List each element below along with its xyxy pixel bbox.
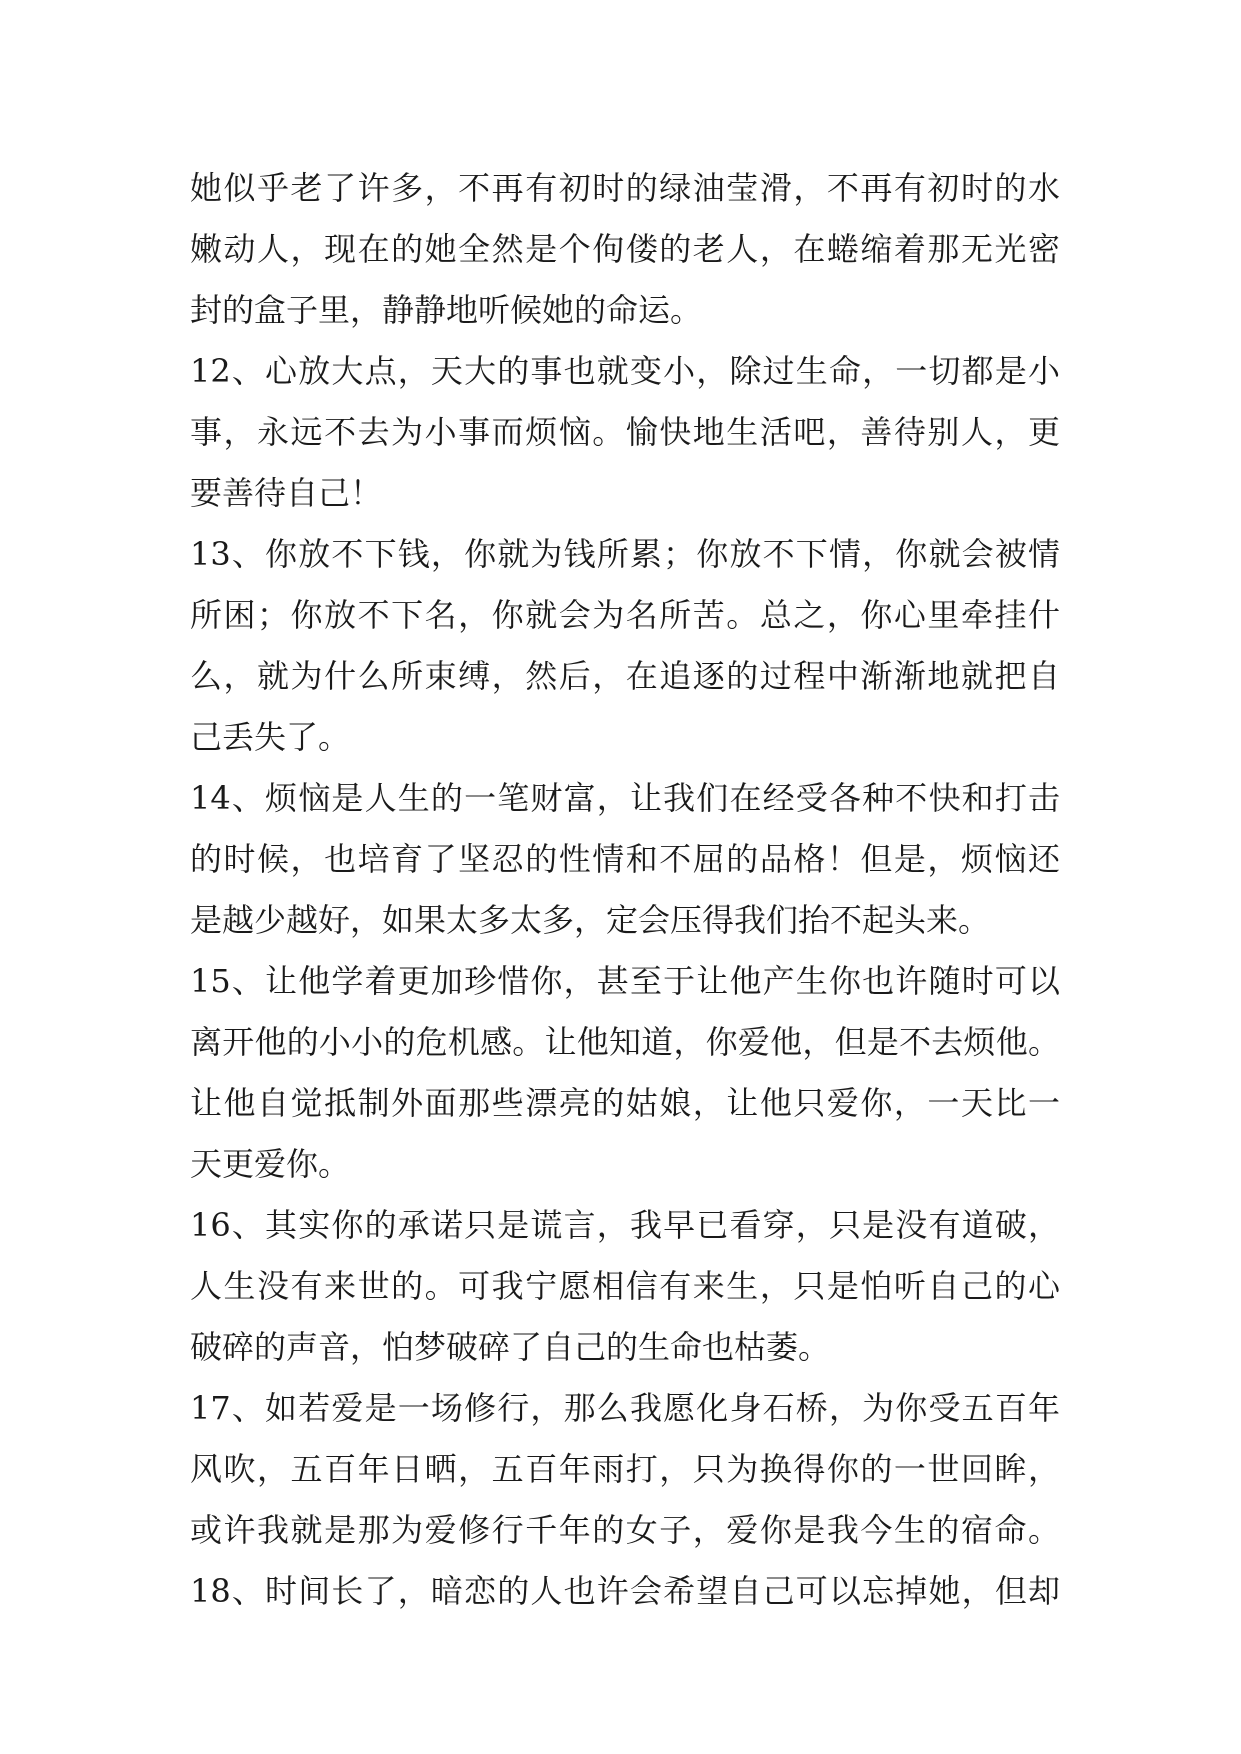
text-line: 16、其实你的承诺只是谎言，我早已看穿，只是没有道破， xyxy=(190,1206,1060,1244)
text-line: 事，永远不去为小事而烦恼。愉快地生活吧，善待别人，更 xyxy=(190,413,1060,451)
text-line: 14、烦恼是人生的一笔财富，让我们在经受各种不快和打击 xyxy=(190,779,1060,817)
text-line: 的时候，也培育了坚忍的性情和不屈的品格！但是，烦恼还 xyxy=(190,840,1060,878)
text-line: 天更爱你。 xyxy=(190,1145,351,1183)
text-line: 离开他的小小的危机感。让他知道，你爱他，但是不去烦他。 xyxy=(190,1023,1060,1061)
text-line: 封的盒子里，静静地听候她的命运。 xyxy=(190,291,703,329)
text-line: 18、时间长了，暗恋的人也许会希望自己可以忘掉她，但却 xyxy=(190,1572,1060,1610)
body-text xyxy=(190,158,1060,1622)
text-line: 所困；你放不下名，你就会为名所苦。总之，你心里牵挂什 xyxy=(190,596,1060,634)
text-line: 风吹，五百年日晒，五百年雨打，只为换得你的一世回眸， xyxy=(190,1450,1060,1488)
text-line: 是越少越好，如果太多太多，定会压得我们抬不起头来。 xyxy=(190,901,991,939)
text-line: 么，就为什么所束缚，然后，在追逐的过程中渐渐地就把自 xyxy=(190,657,1060,695)
text-line: 破碎的声音，怕梦破碎了自己的生命也枯萎。 xyxy=(190,1328,831,1366)
text-line: 她似乎老了许多，不再有初时的绿油莹滑，不再有初时的水 xyxy=(190,169,1060,207)
text-line: 12、心放大点，天大的事也就变小，除过生命，一切都是小 xyxy=(190,352,1060,390)
text-line: 要善待自己！ xyxy=(190,474,383,512)
text-line: 让他自觉抵制外面那些漂亮的姑娘，让他只爱你，一天比一 xyxy=(190,1084,1060,1122)
text-line: 17、如若爱是一场修行，那么我愿化身石桥，为你受五百年 xyxy=(190,1389,1060,1427)
text-line: 13、你放不下钱，你就为钱所累；你放不下情，你就会被情 xyxy=(190,535,1060,573)
text-line: 或许我就是那为爱修行千年的女子，爱你是我今生的宿命。 xyxy=(190,1511,1060,1549)
text-line: 人生没有来世的。可我宁愿相信有来生，只是怕听自己的心 xyxy=(190,1267,1060,1305)
text-line: 嫩动人，现在的她全然是个佝偻的老人，在蜷缩着那无光密 xyxy=(190,230,1060,268)
text-line: 己丢失了。 xyxy=(190,718,351,756)
text-line: 15、让他学着更加珍惜你，甚至于让他产生你也许随时可以 xyxy=(190,962,1060,1000)
